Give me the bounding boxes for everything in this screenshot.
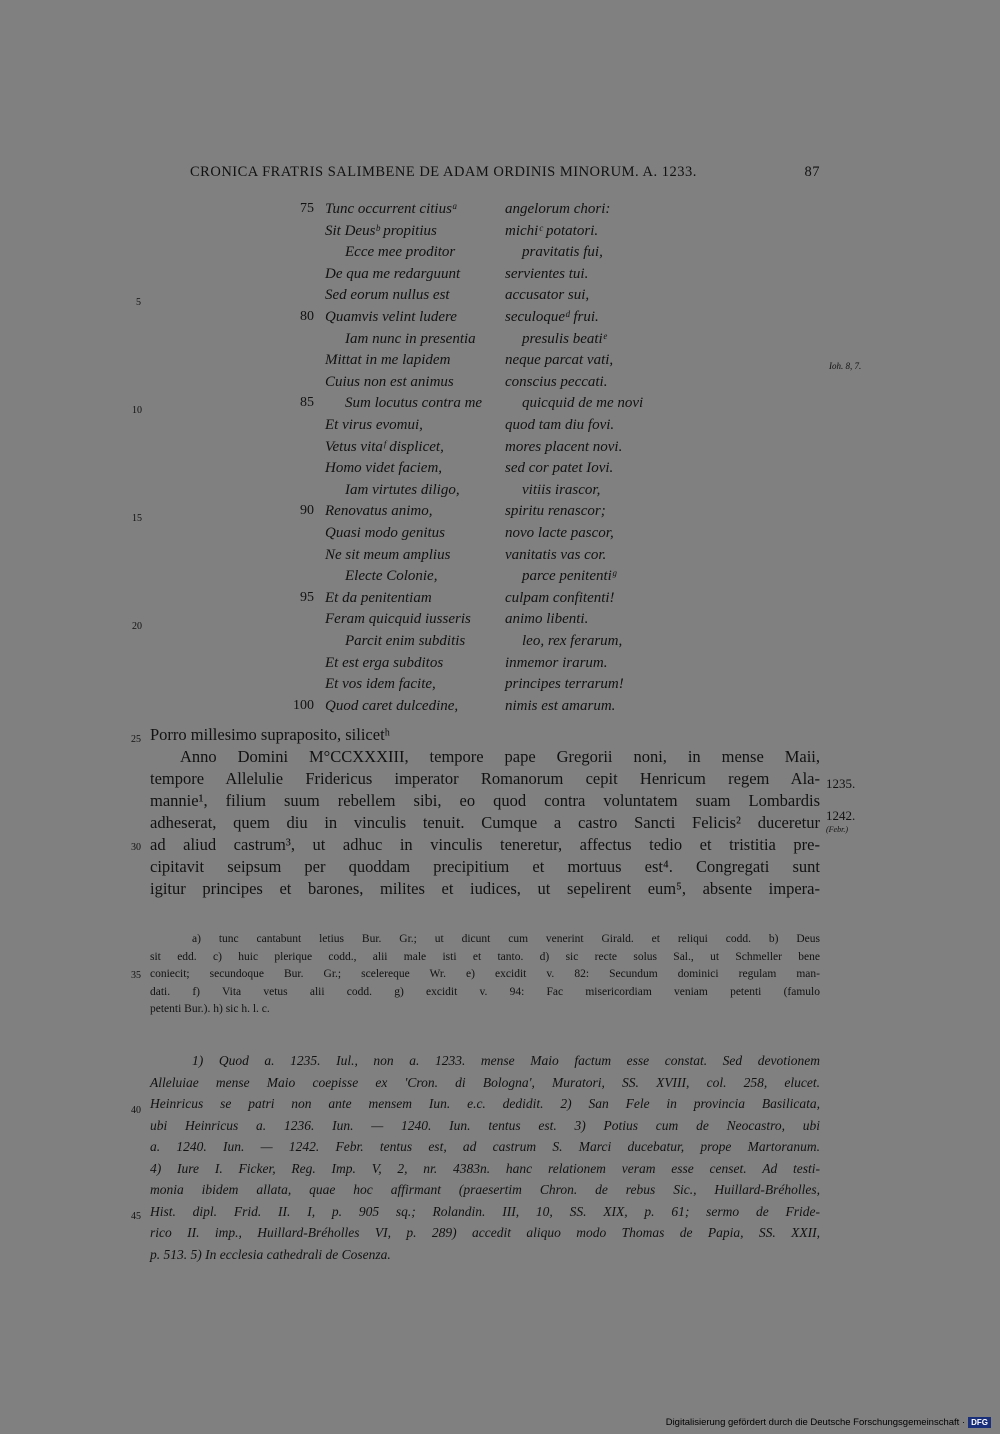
- text-line: cipitavit seipsum per quoddam precipitium et mortuus est⁴. Congregati sunt: [150, 857, 820, 876]
- margin-line-number: 40: [131, 1105, 141, 1116]
- running-header: [190, 164, 820, 181]
- second-hemistich: angelorum chori:: [505, 201, 611, 217]
- poem-line: [0, 633, 1000, 655]
- margin-line-number: 15: [132, 513, 142, 524]
- footer-text: Digitalisierung gefördert durch die Deutsche Forschungsgemeinschaft ·: [665, 1417, 966, 1428]
- first-hemistich: Et virus evomui,: [325, 417, 423, 433]
- margin-line-number: 35: [131, 970, 141, 981]
- historical-notes: [150, 1050, 820, 1265]
- first-hemistich: Iam virtutes diligo,: [345, 481, 460, 498]
- text-line: tempore Allelulie Fridericus imperator Romanorum cepit Henricum regem Ala-: [150, 769, 820, 788]
- poem-line: [0, 655, 1000, 677]
- poem-line: [0, 482, 1000, 504]
- second-hemistich: animo libenti.: [505, 611, 589, 628]
- verse-number: 85: [300, 395, 314, 411]
- first-hemistich: Quamvis velint ludere: [325, 309, 457, 325]
- note-line: a. 1240. Iun. — 1242. Febr. tentus est, ad castrum S. Marci ducebatur, prope Martoranum.: [150, 1139, 820, 1154]
- text-line: Anno Domini M°CCXXXIII, tempore pape Gregorii noni, in mense Maii,: [180, 747, 820, 766]
- side-reference: Ioh. 8, 7.: [829, 361, 862, 371]
- second-hemistich: leo, rex ferarum,: [522, 633, 623, 649]
- second-hemistich: novo lacte pascor,: [505, 525, 614, 541]
- footnote-line: a) tunc cantabunt letius Bur. Gr.; ut dicunt cum venerint Girald. et reliqui codd. b) Deus: [192, 933, 820, 945]
- note-line: 4) Iure I. Ficker, Reg. Imp. V, 2, nr. 4383n. hanc relationem veram esse censet. Ad testi-: [150, 1160, 820, 1176]
- poem-line: [0, 374, 1000, 396]
- poem-line: [0, 503, 1000, 525]
- first-hemistich: Et da penitentiam: [325, 589, 432, 606]
- first-hemistich: Tunc occurrent citiusᵃ: [325, 201, 458, 217]
- margin-line-number: 5: [136, 297, 141, 308]
- first-hemistich: Feram quicquid iusseris: [325, 611, 471, 628]
- poem-line: [0, 223, 1000, 245]
- first-hemistich: Electe Colonie,: [345, 568, 438, 585]
- footnote-line: sit edd. c) huic plerique codd., alii male isti et tanto. d) sic recte solus Sal., ut Schmeller bene: [150, 950, 820, 963]
- poem-line: [0, 460, 1000, 482]
- second-hemistich: vanitatis vas cor.: [505, 546, 607, 563]
- poem-line: [0, 611, 1000, 633]
- note-line: Alleluiae mense Maio coepisse ex 'Cron. di Bologna', Muratori, SS. XVIII, col. 258, elucet.: [150, 1074, 820, 1090]
- dfg-logo: DFG: [968, 1417, 991, 1428]
- year-marker: 1235.: [826, 776, 856, 791]
- second-hemistich: parce penitentiᵍ: [522, 568, 617, 585]
- text-line: ad aliud castrum³, ut adhuc in vinculis teneretur, affectus tedio et tristitia pre-: [150, 835, 820, 854]
- first-hemistich: Ecce mee proditor: [345, 244, 456, 261]
- main-text: [150, 724, 820, 900]
- first-hemistich: Ne sit meum amplius: [325, 546, 451, 563]
- second-hemistich: presulis beatiᵉ: [522, 330, 607, 347]
- poem-line: [0, 568, 1000, 590]
- page-number: 87: [804, 164, 820, 180]
- second-hemistich: mores placent novi.: [505, 438, 623, 455]
- margin-line-number: 25: [131, 734, 141, 745]
- second-hemistich: principes terrarum!: [505, 676, 624, 693]
- footnote-line: coniecit; secundoque Bur. Gr.; scelereque Wr. e) excidit v. 82: Secundum dominici regulam man-: [150, 968, 820, 980]
- footnote-line: petenti Bur.). h) sic h. l. c.: [150, 1003, 270, 1015]
- note-line: rico II. imp., Huillard-Bréholles VI, p. 289) accedit aliquo modo Thomas de Papia, SS. XXII,: [150, 1225, 820, 1240]
- poem-line: [0, 309, 1000, 331]
- first-hemistich: Et vos idem facite,: [325, 676, 436, 693]
- second-hemistich: seculoqueᵈ frui.: [505, 309, 599, 325]
- first-hemistich: Et est erga subditos: [325, 654, 444, 671]
- poem-line: [0, 201, 1000, 223]
- text-line: Porro millesimo supraposito, silicetʰ: [150, 725, 390, 744]
- first-hemistich: Parcit enim subditis: [345, 633, 466, 649]
- poem-line: [0, 439, 1000, 461]
- poem-line: [0, 417, 1000, 439]
- first-hemistich: Quod caret dulcedine,: [325, 697, 459, 714]
- verse-number: 95: [300, 589, 314, 605]
- first-hemistich: Homo videt faciem,: [325, 460, 443, 477]
- second-hemistich: quicquid de me novi: [522, 395, 644, 412]
- poem-line: [0, 395, 1000, 417]
- second-hemistich: spiritu renascor;: [505, 503, 606, 520]
- first-hemistich: Cuius non est animus: [325, 373, 454, 390]
- text-line: mannie¹, filium suum rebellem sibi, eo quod contra voluntatem suam Lombardis: [150, 791, 820, 810]
- footer-credit: [666, 1417, 991, 1428]
- margin-line-number: 45: [131, 1211, 141, 1222]
- first-hemistich: Iam nunc in presentia: [345, 330, 476, 347]
- poem-line: [0, 244, 1000, 266]
- first-hemistich: Quasi modo genitus: [325, 525, 445, 541]
- second-hemistich: nimis est amarum.: [505, 697, 616, 714]
- note-line: monia ibidem allata, quae hoc affirmant (praesertim Chron. de rebus Sic., Huillard-Bréholles,: [150, 1182, 820, 1197]
- second-hemistich: inmemor irarum.: [505, 654, 608, 671]
- verse-number: 75: [300, 201, 314, 216]
- second-hemistich: quod tam diu fovi.: [505, 417, 615, 433]
- second-hemistich: conscius peccati.: [505, 373, 608, 390]
- note-line: Heinricus se patri non ante mensem Iun. e.c. dedidit. 2) San Fele in provincia Basilicata,: [150, 1096, 820, 1111]
- poem-line: [0, 547, 1000, 569]
- poem-line: [0, 266, 1000, 288]
- text-line: igitur principes et barones, milites et iudices, ut sepelirent eum⁵, absente impera-: [150, 879, 820, 898]
- critical-apparatus: [150, 931, 820, 1019]
- poem-line: [0, 676, 1000, 698]
- second-hemistich: michiᶜ potatori.: [505, 222, 599, 239]
- first-hemistich: Sit Deusᵇ propitius: [325, 222, 437, 239]
- second-hemistich: accusator sui,: [505, 287, 590, 304]
- second-hemistich: servientes tui.: [505, 265, 589, 282]
- margin-line-number: 20: [132, 621, 142, 632]
- poem-line: [0, 287, 1000, 309]
- note-line: Hist. dipl. Frid. II. I, p. 905 sq.; Rolandin. III, 10, SS. XIX, p. 61; sermo de Fride-: [150, 1203, 820, 1219]
- verse-number: 80: [300, 309, 314, 324]
- second-hemistich: pravitatis fui,: [522, 244, 603, 261]
- second-hemistich: culpam confitenti!: [505, 589, 615, 606]
- note-line: p. 513. 5) In ecclesia cathedrali de Cosenza.: [150, 1246, 391, 1262]
- poem-line: [0, 590, 1000, 612]
- header-title: CRONICA FRATRIS SALIMBENE DE ADAM ORDINIS MINORUM. A. 1233.: [190, 164, 697, 180]
- first-hemistich: Renovatus animo,: [325, 503, 433, 520]
- verse-number: 90: [300, 503, 314, 519]
- first-hemistich: Mittat in me lapidem: [325, 352, 451, 369]
- note-line: 1) Quod a. 1235. Iul., non a. 1233. mense Maio factum esse constat. Sed devotionem: [192, 1053, 820, 1068]
- text-line: adheserat, quem diu in vinculis tenuit. Cumque a castro Sancti Felicis² duceretur: [150, 813, 820, 832]
- first-hemistich: Sum locutus contra me: [345, 395, 483, 412]
- margin-line-number: 30: [131, 842, 141, 853]
- verse-number: 100: [293, 697, 314, 713]
- first-hemistich: De qua me redarguunt: [325, 265, 461, 282]
- first-hemistich: Vetus vitaᶠ displicet,: [325, 438, 444, 455]
- poem-line: [0, 698, 1000, 720]
- margin-line-number: 10: [132, 405, 142, 416]
- note-line: ubi Heinricus a. 1236. Iun. — 1240. Iun. tentus est. 3) Potius cum de Neocastro, ubi: [150, 1117, 820, 1133]
- poem-line: [0, 525, 1000, 547]
- second-hemistich: neque parcat vati,: [505, 352, 614, 369]
- year-marker: 1242.: [826, 808, 856, 823]
- footnote-line: dati. f) Vita vetus alii codd. g) excidit v. 94: Fac misericordiam veniam petenti (famulo: [150, 985, 820, 998]
- second-hemistich: sed cor patet Iovi.: [505, 460, 614, 477]
- poem-line: [0, 331, 1000, 353]
- first-hemistich: Sed eorum nullus est: [325, 287, 450, 304]
- year-marker-sub: (Febr.): [826, 825, 848, 834]
- second-hemistich: vitiis irascor,: [522, 481, 601, 498]
